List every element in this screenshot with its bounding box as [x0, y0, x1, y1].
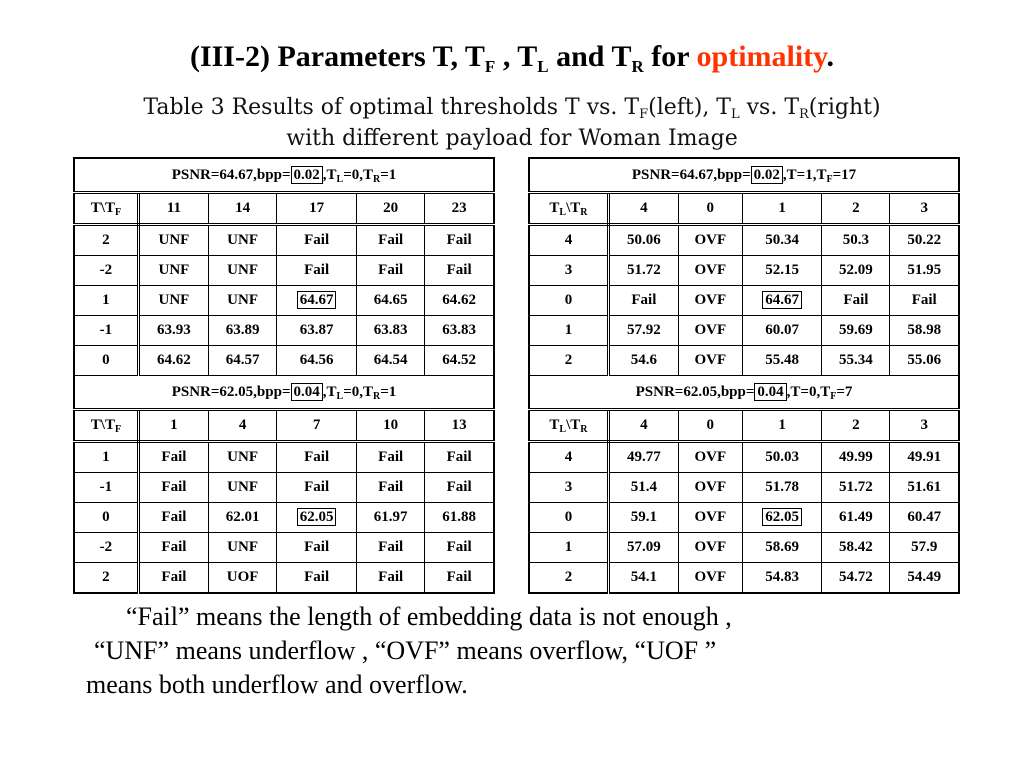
table-cell: Fail	[138, 563, 208, 594]
table-cell: 55.34	[822, 346, 890, 376]
table-cell: 10	[357, 410, 425, 442]
table-cell: Fail	[357, 442, 425, 473]
block-params: PSNR=62.05,bpp= 0.04 $,T=0,T_F=7$	[529, 376, 959, 410]
table-cell: 60.47	[890, 503, 959, 533]
table-row	[529, 473, 959, 503]
table-row	[74, 225, 494, 256]
table-cell: 57.92	[608, 316, 678, 346]
table-cell: Fail	[277, 563, 357, 594]
table-cell: 49.77	[608, 442, 678, 473]
table-cell: OVF	[678, 533, 742, 563]
table-cell: Fail	[357, 225, 425, 256]
table-cell: 51.4	[608, 473, 678, 503]
table-cell: 64.62	[138, 346, 208, 376]
table-row	[529, 563, 959, 594]
table-cell: 59.1	[608, 503, 678, 533]
table-row	[74, 563, 494, 594]
table-row	[529, 442, 959, 473]
table-cell: 61.49	[822, 503, 890, 533]
table-caption: Table 3 Results of optimal thresholds T vs. $T_F(left)$, $T_L$ vs. $T_R(right)$ with different payload for Woman Image	[143, 95, 881, 151]
table-cell: 23	[425, 193, 494, 225]
table-cell: 50.03	[742, 442, 822, 473]
table-cell: 2	[822, 410, 890, 442]
table-cell: 54.6	[608, 346, 678, 376]
table-cell: 1	[529, 533, 608, 563]
slide-title: (III-2) Parameters T, $T_F$ , $T_L$ and $T_R$ for optimality.	[189, 40, 835, 76]
table-cell: 51.78	[742, 473, 822, 503]
block-params: PSNR=64.67,bpp= 0.02 $,T_L=0,T_R=1$	[74, 158, 494, 193]
table-cell: UNF	[138, 225, 208, 256]
table-cell: -1	[74, 316, 138, 346]
table-cell: 59.69	[822, 316, 890, 346]
table-cell: 1	[529, 316, 608, 346]
table-row	[529, 286, 959, 316]
table-cell: 64.54	[357, 346, 425, 376]
table-cell: 1	[138, 410, 208, 442]
column-header-row	[529, 193, 959, 225]
table-cell: 55.06	[890, 346, 959, 376]
table-row	[74, 286, 494, 316]
table-cell: Fail	[277, 473, 357, 503]
table-cell: Fail	[277, 533, 357, 563]
table-cell: -2	[74, 533, 138, 563]
table-row	[529, 533, 959, 563]
table-row	[529, 346, 959, 376]
table-row	[529, 316, 959, 346]
table-cell: OVF	[678, 442, 742, 473]
table-cell: 13	[425, 410, 494, 442]
table-cell: 51.72	[822, 473, 890, 503]
table-cell: UNF	[208, 473, 276, 503]
table-cell: 4	[608, 193, 678, 225]
note-line: means both underflow and overflow.	[86, 670, 468, 699]
left-results-table	[73, 157, 495, 594]
table-cell: 2	[74, 563, 138, 594]
table-cell: 63.87	[277, 316, 357, 346]
table-cell: Fail	[425, 442, 494, 473]
legend-notes	[86, 600, 966, 702]
table-cell: 54.1	[608, 563, 678, 594]
table-cell: 50.3	[822, 225, 890, 256]
table-cell: 58.98	[890, 316, 959, 346]
table-cell: Fail	[138, 503, 208, 533]
table-cell: 0	[74, 503, 138, 533]
table-row	[74, 473, 494, 503]
table-cell: 51.72	[608, 256, 678, 286]
table-cell: OVF	[678, 563, 742, 594]
table-cell: 2	[529, 346, 608, 376]
table-cell: Fail	[138, 473, 208, 503]
table-cell: 50.22	[890, 225, 959, 256]
table-cell: 2	[822, 193, 890, 225]
table-cell: 0	[678, 193, 742, 225]
title-accent-word: optimality	[696, 40, 827, 73]
table-cell: 1	[74, 286, 138, 316]
table-row	[74, 442, 494, 473]
table-cell: OVF	[678, 473, 742, 503]
table-cell: 58.42	[822, 533, 890, 563]
table-cell: 4	[608, 410, 678, 442]
table-cell: Fail	[138, 533, 208, 563]
table-cell: 58.69	[742, 533, 822, 563]
table-cell: Fail	[277, 442, 357, 473]
table-cell: UNF	[138, 256, 208, 286]
table-cell: OVF	[678, 346, 742, 376]
table-cell: 60.07	[742, 316, 822, 346]
table-cell: 54.83	[742, 563, 822, 594]
table-cell: OVF	[678, 286, 742, 316]
table-cell: 51.95	[890, 256, 959, 286]
table-cell: 0	[529, 286, 608, 316]
corner-cell: $T\backslash T_F$	[74, 193, 138, 225]
table-cell: UNF	[138, 286, 208, 316]
table-cell: 11	[138, 193, 208, 225]
table-cell: 63.89	[208, 316, 276, 346]
table-cell: 14	[208, 193, 276, 225]
table-cell: 57.9	[890, 533, 959, 563]
corner-cell: $T_L\backslash T_R$	[529, 410, 608, 442]
table-cell: 63.83	[357, 316, 425, 346]
table-cell: Fail	[608, 286, 678, 316]
table-cell: OVF	[678, 256, 742, 286]
optimal-value-cell: 64.67	[277, 286, 357, 316]
table-cell: UNF	[208, 256, 276, 286]
table-cell: 61.88	[425, 503, 494, 533]
table-cell: UNF	[208, 225, 276, 256]
table-cell: Fail	[425, 533, 494, 563]
table-cell: Fail	[357, 473, 425, 503]
table-cell: Fail	[822, 286, 890, 316]
table-cell: Fail	[138, 442, 208, 473]
column-header-row	[74, 410, 494, 442]
table-cell: 64.56	[277, 346, 357, 376]
table-cell: 64.65	[357, 286, 425, 316]
table-cell: -1	[74, 473, 138, 503]
table-cell: 1	[742, 410, 822, 442]
table-cell: Fail	[425, 225, 494, 256]
table-cell: 62.01	[208, 503, 276, 533]
table-cell: 17	[277, 193, 357, 225]
table-cell: 54.72	[822, 563, 890, 594]
table-cell: OVF	[678, 316, 742, 346]
table-row	[74, 346, 494, 376]
note-line: “Fail” means the length of embedding data is not enough ,	[126, 602, 732, 631]
table-cell: 4	[529, 442, 608, 473]
table-row	[529, 256, 959, 286]
table-cell: UNF	[208, 533, 276, 563]
table-cell: Fail	[277, 225, 357, 256]
table-cell: 49.99	[822, 442, 890, 473]
table-cell: -2	[74, 256, 138, 286]
table-cell: Fail	[357, 533, 425, 563]
table-cell: OVF	[678, 503, 742, 533]
table-cell: Fail	[890, 286, 959, 316]
table-row	[529, 503, 959, 533]
table-cell: UNF	[208, 286, 276, 316]
table-cell: 64.62	[425, 286, 494, 316]
table-cell: 0	[529, 503, 608, 533]
table-cell: 7	[277, 410, 357, 442]
table-cell: 3	[529, 473, 608, 503]
table-row	[74, 503, 494, 533]
table-cell: OVF	[678, 225, 742, 256]
table-cell: 0	[678, 410, 742, 442]
table-cell: Fail	[357, 256, 425, 286]
table-cell: Fail	[357, 563, 425, 594]
table-cell: Fail	[425, 256, 494, 286]
table-cell: 61.97	[357, 503, 425, 533]
table-row	[74, 533, 494, 563]
table-block-header	[529, 158, 959, 193]
column-header-row	[529, 410, 959, 442]
table-row	[529, 225, 959, 256]
table-cell: 57.09	[608, 533, 678, 563]
table-cell: UOF	[208, 563, 276, 594]
table-cell: 50.06	[608, 225, 678, 256]
table-cell: 52.09	[822, 256, 890, 286]
table-cell: 4	[529, 225, 608, 256]
table-cell: 64.57	[208, 346, 276, 376]
right-results-table	[528, 157, 960, 594]
table-cell: UNF	[208, 442, 276, 473]
optimal-value-cell: 62.05	[742, 503, 822, 533]
block-params: PSNR=64.67,bpp= 0.02 $,T=1,T_F=17$	[529, 158, 959, 193]
table-cell: 20	[357, 193, 425, 225]
table-cell: Fail	[425, 473, 494, 503]
table-cell: 2	[529, 563, 608, 594]
table-cell: 55.48	[742, 346, 822, 376]
table-cell: Fail	[425, 563, 494, 594]
table-cell: 3	[890, 410, 959, 442]
table-block-header	[74, 158, 494, 193]
note-line: “UNF” means underflow , “OVF” means overflow, “UOF ”	[94, 636, 717, 665]
table-cell: 51.61	[890, 473, 959, 503]
block-params: PSNR=62.05,bpp= 0.04 $,T_L=0,T_R=1$	[74, 376, 494, 410]
table-cell: 1	[742, 193, 822, 225]
table-cell: Fail	[277, 256, 357, 286]
table-cell: 49.91	[890, 442, 959, 473]
table-cell: 0	[74, 346, 138, 376]
corner-cell: $T_L\backslash T_R$	[529, 193, 608, 225]
table-cell: 52.15	[742, 256, 822, 286]
corner-cell: $T\backslash T_F$	[74, 410, 138, 442]
table-cell: 2	[74, 225, 138, 256]
table-cell: 4	[208, 410, 276, 442]
table-block-header	[74, 376, 494, 410]
table-cell: 1	[74, 442, 138, 473]
table-row	[74, 256, 494, 286]
table-cell: 3	[529, 256, 608, 286]
table-cell: 3	[890, 193, 959, 225]
table-cell: 63.83	[425, 316, 494, 346]
column-header-row	[74, 193, 494, 225]
table-cell: 54.49	[890, 563, 959, 594]
table-cell: 63.93	[138, 316, 208, 346]
optimal-value-cell: 62.05	[277, 503, 357, 533]
table-cell: 64.52	[425, 346, 494, 376]
table-block-header	[529, 376, 959, 410]
table-row	[74, 316, 494, 346]
optimal-value-cell: 64.67	[742, 286, 822, 316]
table-cell: 50.34	[742, 225, 822, 256]
